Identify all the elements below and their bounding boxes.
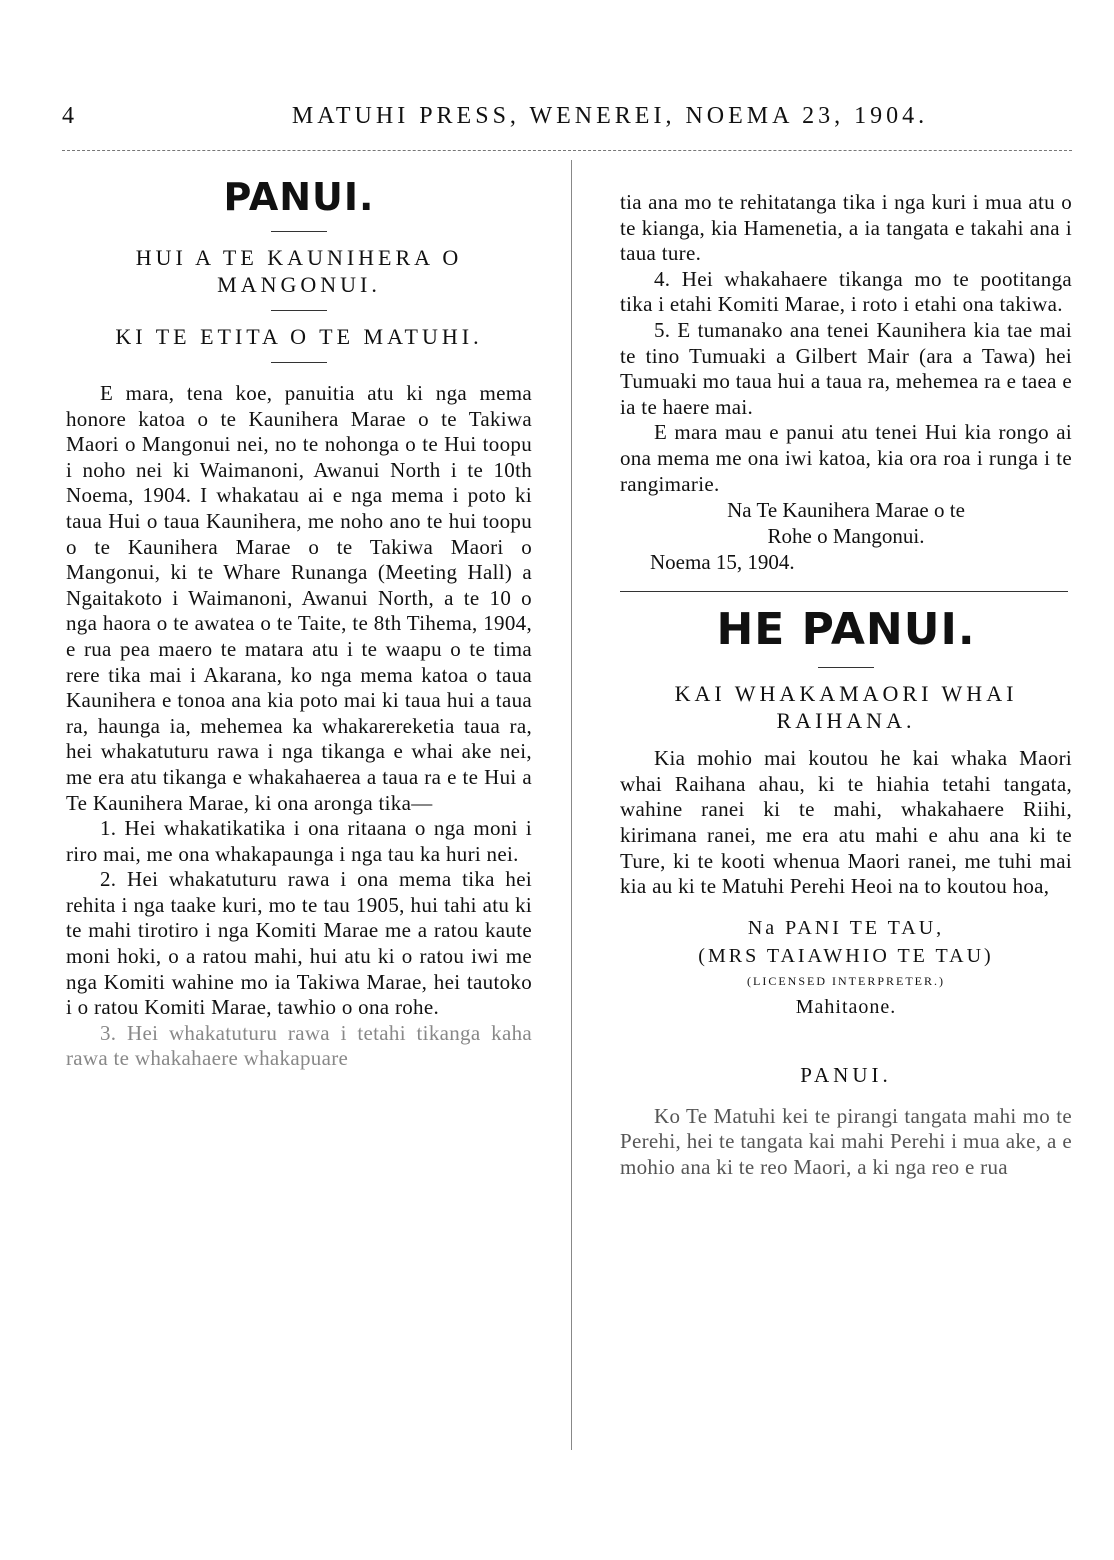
header-rule [62, 150, 1072, 151]
divider-rule [271, 231, 327, 232]
signatory-mrs: (MRS TAIAWHIO TE TAU) [698, 944, 994, 967]
agenda-item-4: 4. Hei whakahaere tikanga mo te pootitanga tika i etahi Komiti Marae, i roto i etahi ona takiwa. [620, 266, 1072, 317]
interpreter-paragraph: Kia mohio mai koutou he kai whaka Maori whai Raihana ahau, ki te hiahia tetahi tangata, wahine ranei ki te mahi, whakahaere Riihi, kirimana ranei, me era atu mahi e ahu ana ki te Ture, ki te kooti whenua Maori ranei, me tuhi mai kia au ki te Matuhi Perehi Heoi na to koutou hoa, [620, 746, 1072, 899]
panui-heading: PANUI. [800, 1062, 892, 1087]
signatory-name: Na PANI TE TAU, [747, 916, 945, 939]
notice-date: Noema 15, 1904. [650, 550, 795, 575]
signatory-title: (LICENSED INTERPRETER.) [747, 973, 945, 988]
masthead: MATUHI PRESS, WENEREI, NOEMA 23, 1904. [291, 103, 929, 129]
agenda-item-2: 2. Hei whakatuturu rawa i ona mema tika hei rehita i nga taake kuri, mo te tau 1905, hui tahi atu ki te mahi tirotiro i nga Komiti Marae me a ratou kaute moni hoki, o a ratou mahi, hui atu ki o ratou iwi me nga Komiti wahine mo ia Takiwa Marae, hei tautoko i o ratou Komiti Marae, tawhio o ona rohe. [66, 867, 532, 1020]
page-number: 4 [62, 103, 75, 129]
divider-rule [271, 362, 327, 363]
notice-title-2: HE PANUI. [716, 604, 976, 656]
job-paragraph: Ko Te Matuhi kei te pirangi tangata mahi mo te Perehi, hei te tangata kai mahi Perehi i mua ake, a e mohio ana ki te reo Maori, a ki nga reo e rua [620, 1103, 1072, 1179]
signature-line-1: Na Te Kaunihera Marae o te [727, 498, 965, 523]
body-paragraph: E mara, tena koe, panuitia atu ki nga mema honore katoa o te Kaunihera Marae o te Takiwa Maori o Mangonui nei, no te nohonga o te Hui toopu i noho nei ki Waimanoni, Awanui North i te 10th Noema, 1904. I whakatau ai e nga mema i poto ki taua Hui o taua Kaunihera, me noho ano te hui toopu o te Kaunihera Marae o te Takiwa Maori o Mangonui, ki te Whare Runanga (Meeting Hall) a Ngaitakoto i Waimanoni, Awanui North, a te 10 o nga haora o te awatea o te Taite, te 8th Tihema, 1904, e rua pea maero te matara atu i te waapu o te tima rere tika mai i Akarana, ko nga mema katoa o taua Kaunihera e tonoa ana kia poto mai ki taua hui a taua ra, haunga ia, mehemea ka whakarereketia taua ra, hei whakatuturu rawa i nga tikanga e whai ake nei, me era atu tikanga e whakahaerea a taua ra e te Hui a Te Kaunihera Marae, ki ona aronga tika— [66, 381, 532, 815]
left-column [66, 165, 532, 1072]
divider-rule [818, 667, 874, 668]
page-header [60, 103, 1060, 143]
notice-subheading: KI TE ETITA O TE MATUHI. [115, 324, 483, 349]
interpreter-heading: KAI WHAKAMAORI WHAI RAIHANA. [674, 681, 1018, 734]
agenda-item-3: 3. Hei whakatuturu rawa i tetahi tikanga kaha rawa te whakahaere whakapuare [66, 1020, 532, 1071]
agenda-item-1: 1. Hei whakatikatika i ona ritaana o nga moni i riro mai, me ona whakapaunga i nga tau ka huri nei. [66, 816, 532, 866]
column-divider [571, 160, 572, 1450]
continued-text: tia ana mo te rehitatanga tika i nga kuri i mua atu o te kianga, kia Hamenetia, a ia tangata e takahi ana i taua ture. [620, 190, 1072, 266]
notice-heading: HUI A TE KAUNIHERA O MANGONUI. [135, 245, 463, 297]
closing-paragraph: E mara mau e panui atu tenei Hui kia rongo ai ona mema me ona iwi katoa, kia ora roa i runga i te rangimarie. [620, 420, 1072, 496]
signature-line-2: Rohe o Mangonui. [767, 524, 925, 549]
divider-rule [271, 310, 327, 311]
signatory-place: Mahitaone. [795, 995, 897, 1018]
agenda-item-5: 5. E tumanako ana tenei Kaunihera kia tae mai te tino Tumuaki a Gilbert Mair (ara a Tawa) hei Tumuaki mo taua hui a taua ra, mehemea ra e taea e ia te haere mai. [620, 317, 1072, 419]
section-rule [620, 591, 1068, 592]
right-column [620, 190, 1072, 1180]
notice-title: PANUI. [223, 175, 375, 219]
